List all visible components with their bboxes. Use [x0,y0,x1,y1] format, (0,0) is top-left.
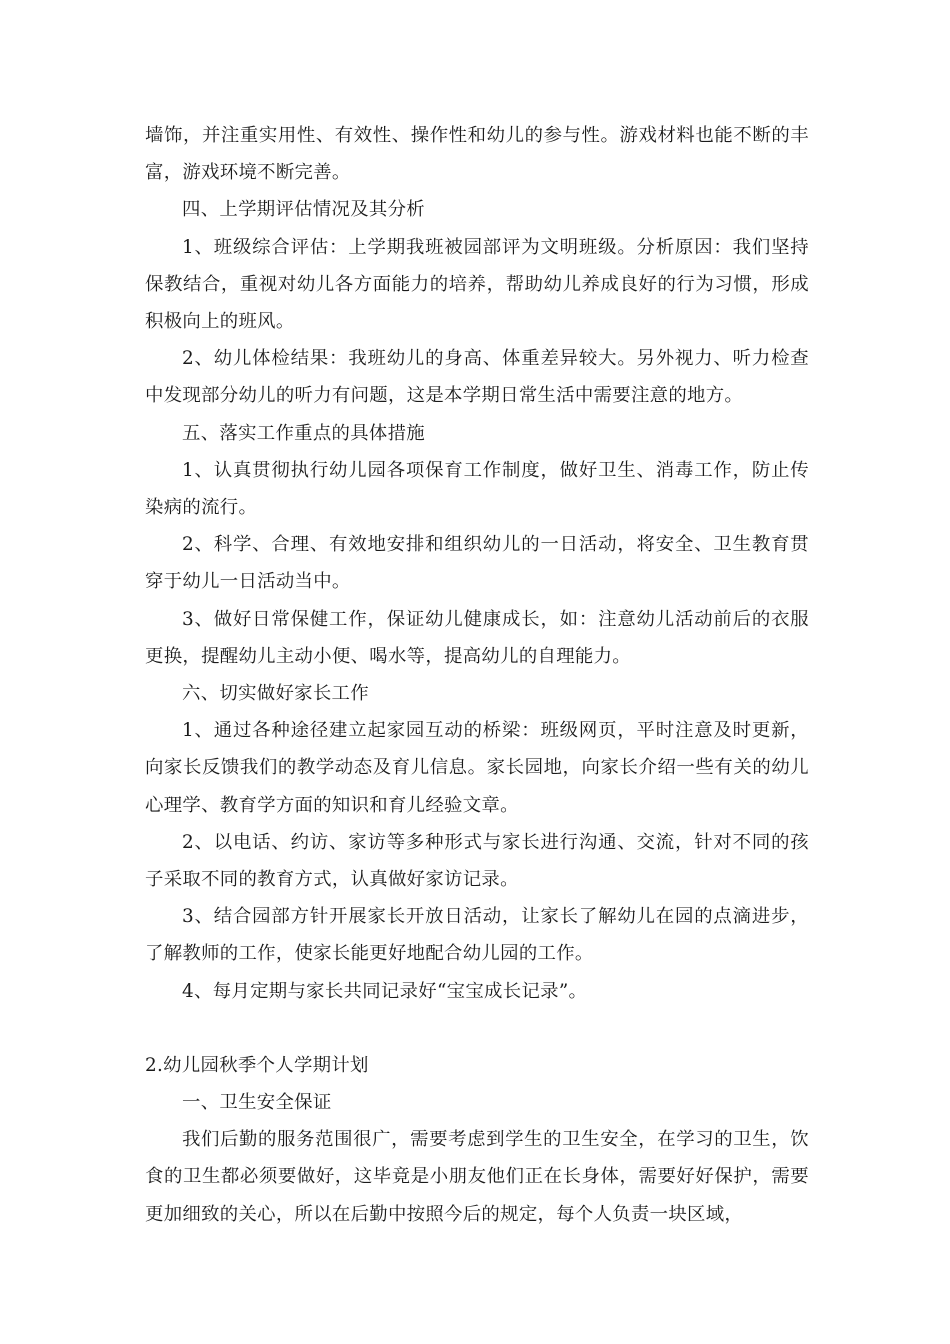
article2-section1-paragraph: 我们后勤的服务范围很广，需要考虑到学生的卫生安全，在学习的卫生，饮食的卫生都必须要做好，这毕竟是小朋友他们正在长身体，需要好好保护，需要更加细致的关心，所以在后勤中按照今后的规定，每个人负责一块区域， [145,1129,809,1225]
article2-section-heading-1: 一、卫生安全保证 [182,1092,332,1114]
paragraph-gap [145,1010,809,1047]
section4-item-1: 1、班级综合评估：上学期我班被园部评为文明班级。分析原因：我们坚持保教结合，重视对幼儿各方面能力的培养，帮助幼儿养成良好的行为习惯，形成积极向上的班风。 [145,236,809,333]
document-body [145,117,809,1233]
continuation-paragraph: 墙饰，并注重实用性、有效性、操作性和幼儿的参与性。游戏材料也能不断的丰富，游戏环境不断完善。 [145,125,809,184]
section6-item-4: 4、每月定期与家长共同记录好“宝宝成长记录”。 [182,980,588,1002]
section6-item-2: 2、以电话、约访、家访等多种形式与家长进行沟通、交流，针对不同的孩子采取不同的教育方式，认真做好家访记录。 [145,831,809,891]
section5-item-1: 1、认真贯彻执行幼儿园各项保育工作制度，做好卫生、消毒工作，防止传染病的流行。 [145,459,809,519]
section-heading-5: 五、落实工作重点的具体措施 [182,422,425,444]
section4-item-2: 2、幼儿体检结果：我班幼儿的身高、体重差异较大。另外视力、听力检查中发现部分幼儿的听力有问题，这是本学期日常生活中需要注意的地方。 [145,348,809,407]
section5-item-2: 2、科学、合理、有效地安排和组织幼儿的一日活动，将安全、卫生教育贯穿于幼儿一日活动当中。 [145,534,809,593]
article-title: 2.幼儿园秋季个人学期计划 [145,1054,369,1076]
section-heading-4: 四、上学期评估情况及其分析 [182,199,425,221]
section-heading-6: 六、切实做好家长工作 [182,683,369,705]
section6-item-3: 3、结合园部方针开展家长开放日活动，让家长了解幼儿在园的点滴进步，了解教师的工作，使家长能更好地配合幼儿园的工作。 [145,906,809,965]
section6-item-1: 1、通过各种途径建立起家园互动的桥梁：班级网页，平时注意及时更新，向家长反馈我们的教学动态及育儿信息。家长园地，向家长介绍一些有关的幼儿心理学、教育学方面的知识和育儿经验文章。 [145,720,809,816]
section5-item-3: 3、做好日常保健工作，保证幼儿健康成长，如：注意幼儿活动前后的衣服更换，提醒幼儿主动小便、喝水等，提高幼儿的自理能力。 [145,608,809,667]
